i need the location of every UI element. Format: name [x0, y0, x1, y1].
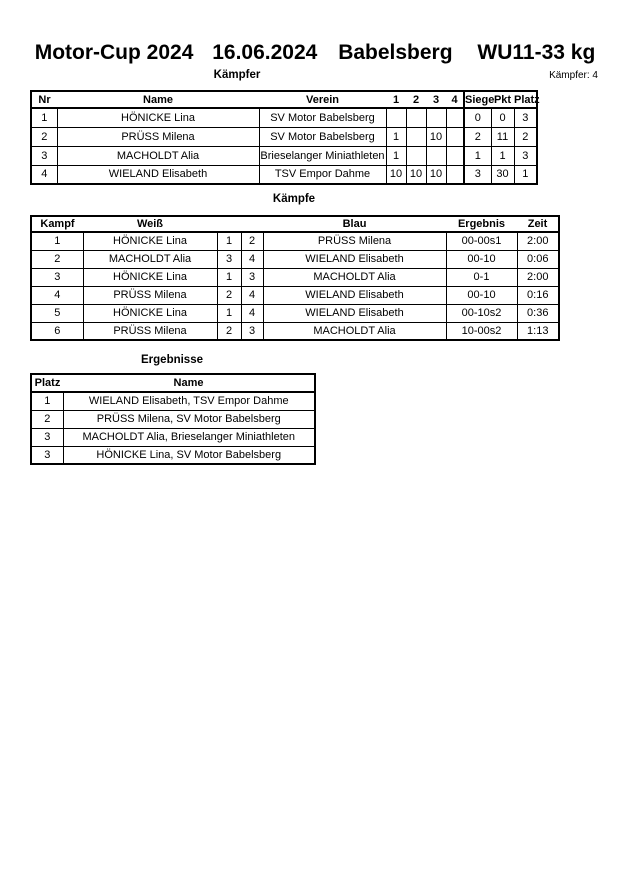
col-header-weiss-nr [217, 216, 241, 232]
table-row [31, 392, 315, 410]
kaempfe-header-row [31, 216, 559, 232]
table-row [31, 428, 315, 446]
name-cell: PRÜSS Milena, SV Motor Babelsberg [63, 410, 315, 428]
table-row [31, 250, 559, 268]
blau-cell: MACHOLDT Alia [263, 268, 446, 286]
ergebnisse-section-heading: Ergebnisse [141, 354, 203, 366]
col-header-pkt: Pkt [491, 91, 514, 108]
nr-cell: 3 [31, 146, 57, 165]
col-header-ergebnis: Ergebnis [446, 216, 517, 232]
platz-cell: 2 [514, 127, 537, 146]
weiss-cell: MACHOLDT Alia [83, 250, 217, 268]
title-location: Babelsberg [338, 41, 453, 64]
weiss-nr-cell: 1 [217, 304, 241, 322]
ergebnis-cell: 00-10 [446, 250, 517, 268]
round-3-cell: 10 [426, 165, 446, 184]
round-3-cell: 10 [426, 127, 446, 146]
zeit-cell: 0:16 [517, 286, 559, 304]
weiss-cell: HÖNICKE Lina [83, 232, 217, 250]
col-header-weiss: Weiß [83, 216, 217, 232]
title-weight-class: WU11-33 kg [477, 41, 596, 64]
table-row [31, 286, 559, 304]
nr-cell: 2 [31, 127, 57, 146]
zeit-cell: 2:00 [517, 232, 559, 250]
pkt-cell: 11 [491, 127, 514, 146]
round-2-cell [406, 146, 426, 165]
platz-cell: 3 [514, 108, 537, 127]
table-row [31, 127, 537, 146]
ergebnis-cell: 0-1 [446, 268, 517, 286]
weiss-cell: PRÜSS Milena [83, 322, 217, 340]
blau-nr-cell: 4 [241, 286, 263, 304]
name-cell: WIELAND Elisabeth, TSV Empor Dahme [63, 392, 315, 410]
platz-cell: 3 [514, 146, 537, 165]
zeit-cell: 0:36 [517, 304, 559, 322]
weiss-cell: PRÜSS Milena [83, 286, 217, 304]
weiss-cell: HÖNICKE Lina [83, 304, 217, 322]
round-3-cell [426, 108, 446, 127]
table-row [31, 108, 537, 127]
ergebnisse-header-row [31, 374, 315, 392]
blau-nr-cell: 3 [241, 268, 263, 286]
table-row [31, 304, 559, 322]
round-1-cell [386, 108, 406, 127]
col-header-name: Name [63, 374, 315, 392]
nr-cell: 1 [31, 108, 57, 127]
kampf-cell: 6 [31, 322, 83, 340]
kampf-cell: 1 [31, 232, 83, 250]
round-2-cell [406, 127, 426, 146]
blau-nr-cell: 4 [241, 250, 263, 268]
col-header-nr: Nr [31, 91, 57, 108]
table-row [31, 232, 559, 250]
col-header-round-4: 4 [446, 91, 464, 108]
round-4-cell [446, 108, 464, 127]
blau-nr-cell: 3 [241, 322, 263, 340]
ergebnisse-table [30, 373, 316, 465]
kaempfe-table [30, 215, 560, 341]
name-cell: HÖNICKE Lina, SV Motor Babelsberg [63, 446, 315, 464]
kaempfer-table [30, 90, 538, 185]
weiss-nr-cell: 1 [217, 232, 241, 250]
col-header-blau: Blau [263, 216, 446, 232]
kaempfer-section-heading: Kämpfer [213, 69, 261, 81]
blau-cell: WIELAND Elisabeth [263, 304, 446, 322]
col-header-round-1: 1 [386, 91, 406, 108]
ergebnis-cell: 10-00s2 [446, 322, 517, 340]
title-date: 16.06.2024 [212, 41, 318, 64]
kaempfer-header-row [31, 91, 537, 108]
pkt-cell: 1 [491, 146, 514, 165]
col-header-zeit: Zeit [517, 216, 559, 232]
col-header-round-2: 2 [406, 91, 426, 108]
weiss-nr-cell: 2 [217, 322, 241, 340]
round-2-cell: 10 [406, 165, 426, 184]
blau-nr-cell: 4 [241, 304, 263, 322]
weiss-nr-cell: 1 [217, 268, 241, 286]
verein-cell: SV Motor Babelsberg [259, 127, 386, 146]
name-cell: MACHOLDT Alia, Brieselanger Miniathleten [63, 428, 315, 446]
weiss-nr-cell: 3 [217, 250, 241, 268]
zeit-cell: 0:06 [517, 250, 559, 268]
zeit-cell: 1:13 [517, 322, 559, 340]
blau-cell: MACHOLDT Alia [263, 322, 446, 340]
round-4-cell [446, 146, 464, 165]
verein-cell: SV Motor Babelsberg [259, 108, 386, 127]
fighter-count-label: Kämpfer: 4 [549, 70, 598, 81]
name-cell: PRÜSS Milena [57, 127, 259, 146]
page-title [0, 41, 630, 65]
table-row [31, 446, 315, 464]
table-row [31, 410, 315, 428]
pkt-cell: 30 [491, 165, 514, 184]
siege-cell: 2 [464, 127, 491, 146]
name-cell: HÖNICKE Lina [57, 108, 259, 127]
round-1-cell: 1 [386, 127, 406, 146]
col-header-kampf: Kampf [31, 216, 83, 232]
name-cell: MACHOLDT Alia [57, 146, 259, 165]
col-header-round-3: 3 [426, 91, 446, 108]
ergebnis-cell: 00-10s2 [446, 304, 517, 322]
col-header-platz: Platz [31, 374, 63, 392]
round-3-cell [426, 146, 446, 165]
col-header-name: Name [57, 91, 259, 108]
verein-cell: Brieselanger Miniathleten [259, 146, 386, 165]
kampf-cell: 4 [31, 286, 83, 304]
siege-cell: 3 [464, 165, 491, 184]
kaempfe-section-heading: Kämpfe [272, 193, 316, 205]
table-row [31, 268, 559, 286]
blau-cell: WIELAND Elisabeth [263, 286, 446, 304]
platz-cell: 2 [31, 410, 63, 428]
kampf-cell: 2 [31, 250, 83, 268]
platz-cell: 3 [31, 428, 63, 446]
table-row [31, 165, 537, 184]
ergebnis-cell: 00-10 [446, 286, 517, 304]
blau-cell: PRÜSS Milena [263, 232, 446, 250]
round-1-cell: 10 [386, 165, 406, 184]
col-header-platz: Platz [514, 91, 537, 108]
nr-cell: 4 [31, 165, 57, 184]
name-cell: WIELAND Elisabeth [57, 165, 259, 184]
weiss-nr-cell: 2 [217, 286, 241, 304]
blau-cell: WIELAND Elisabeth [263, 250, 446, 268]
table-row [31, 146, 537, 165]
weiss-cell: HÖNICKE Lina [83, 268, 217, 286]
table-row [31, 322, 559, 340]
platz-cell: 1 [31, 392, 63, 410]
round-4-cell [446, 165, 464, 184]
col-header-verein: Verein [259, 91, 386, 108]
verein-cell: TSV Empor Dahme [259, 165, 386, 184]
col-header-siege: Siege [464, 91, 491, 108]
platz-cell: 3 [31, 446, 63, 464]
zeit-cell: 2:00 [517, 268, 559, 286]
siege-cell: 0 [464, 108, 491, 127]
kampf-cell: 3 [31, 268, 83, 286]
round-4-cell [446, 127, 464, 146]
round-2-cell [406, 108, 426, 127]
siege-cell: 1 [464, 146, 491, 165]
kampf-cell: 5 [31, 304, 83, 322]
platz-cell: 1 [514, 165, 537, 184]
round-1-cell: 1 [386, 146, 406, 165]
col-header-blau-nr [241, 216, 263, 232]
pkt-cell: 0 [491, 108, 514, 127]
ergebnis-cell: 00-00s1 [446, 232, 517, 250]
title-event: Motor-Cup 2024 [34, 41, 194, 64]
blau-nr-cell: 2 [241, 232, 263, 250]
